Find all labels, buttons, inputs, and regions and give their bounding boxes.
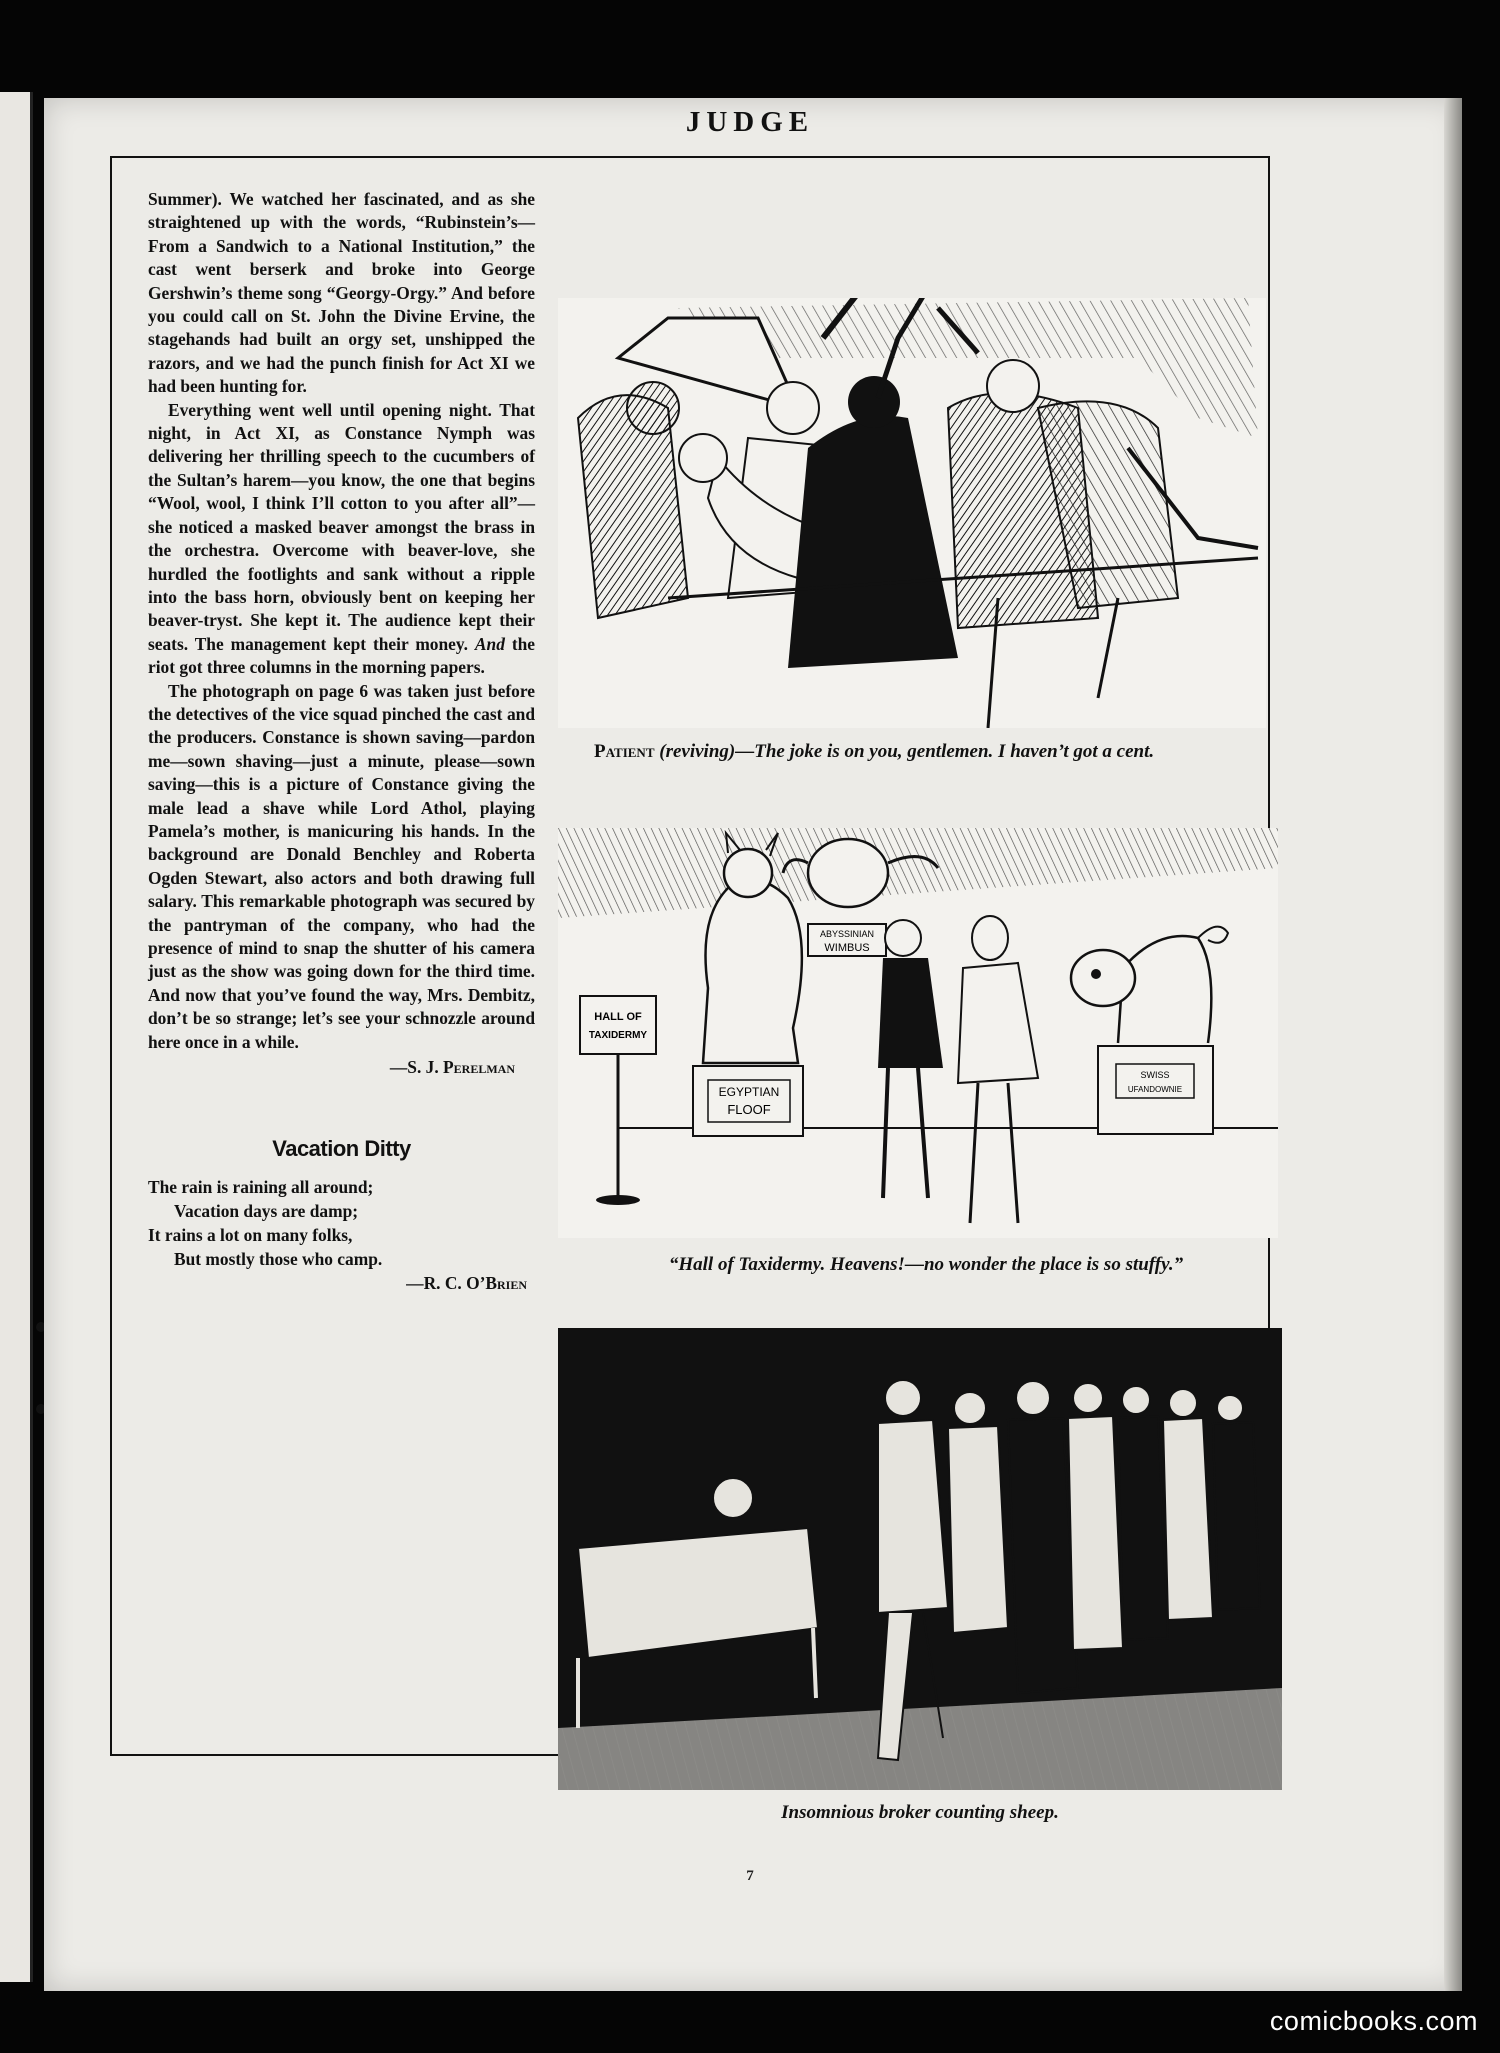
poem-line: Vacation days are damp; bbox=[174, 1200, 359, 1221]
sign-egyptian-line1: EGYPTIAN bbox=[718, 1085, 780, 1099]
sign-hall-line1: HALL OF bbox=[594, 1011, 642, 1023]
article-paragraph: The photograph on page 6 was taken just before the detectives of the vice squad pinched the cast and the producers. Constance is shown saving—pardon me—sown shaving—just a minute, please—sown saving—this is a picture of Constance giving the male lead a shave while Lord Athol, playing Pamela’s mother, is manicuring his hands. In the background are Donald Benchley and Roberta Ogden Stewart, also actors and both drawing full salary. This remarkable photograph was secured by the pantryman of the company, who had the presence of mind to snap the shutter of his camera just as the show was going down for the third time. And now that you’ve found the way, Mrs. Dembitz, don’t be so strange; let’s see your schnozzle around here once in a while. bbox=[148, 680, 535, 1052]
article-emphasis: And bbox=[474, 633, 505, 654]
taxidermy-illustration bbox=[558, 828, 1278, 1238]
broker-illustration bbox=[558, 1328, 1282, 1790]
masthead: JUDGE bbox=[685, 106, 815, 138]
cartoon-caption bbox=[594, 739, 1244, 764]
cartoon-caption: “Hall of Taxidermy. Heavens!—no wonder the place is so stuffy.” bbox=[668, 1254, 1184, 1275]
adjacent-page-edge bbox=[0, 92, 33, 1982]
page-number: 7 bbox=[746, 1868, 754, 1884]
caption-text: —The joke is on you, gentlemen. I haven’t got a cent. bbox=[735, 741, 1155, 762]
sign-swiss-line2: UFANDOWNIE bbox=[1127, 1085, 1183, 1094]
article-text: Everything went well until opening night. That night, in Act XI, as Constance Nymph was delivering her thrilling speech to the cucumbers of the Sultan’s harem—you know, the one that begins “Wool, wool, I think I’ll cotton to you after all”—she noticed a masked beaver amongst the brass in the orchestra. Overcome with beaver-love, she hurdled the footlights and sank without a ripple into the bass horn, obviously bent on keeping her beaver-tryst. She kept it. The audience kept their seats. The management kept their money. bbox=[148, 399, 535, 654]
cartoon-broker-sheep bbox=[558, 1328, 1282, 1790]
page-spine bbox=[1444, 98, 1462, 1991]
article-signature: —S. J. Perelman bbox=[389, 1057, 515, 1078]
poem-line: It rains a lot on many folks, bbox=[148, 1224, 353, 1245]
poem-line: But mostly those who camp. bbox=[174, 1248, 383, 1269]
poem-title: Vacation Ditty bbox=[272, 1136, 411, 1162]
sign-abyssinian-line1: ABYSSINIAN bbox=[819, 929, 875, 939]
caption-aside: (reviving) bbox=[659, 741, 736, 762]
cartoon-operating-room bbox=[558, 298, 1266, 728]
caption-speaker: Patient bbox=[594, 741, 655, 762]
sign-egyptian-line2: FLOOF bbox=[727, 1102, 771, 1117]
article-text: the riot got three columns in the morning papers. bbox=[148, 633, 536, 678]
article-column bbox=[148, 188, 535, 1295]
article-paragraph bbox=[148, 399, 535, 680]
poem-signature: —R. C. O’Brien bbox=[406, 1272, 527, 1293]
cartoon-taxidermy-hall bbox=[558, 828, 1278, 1238]
watermark: comicbooks.com bbox=[1269, 2006, 1478, 2036]
sign-hall-line2: TAXIDERMY bbox=[588, 1030, 648, 1041]
poem-line: The rain is raining all around; bbox=[148, 1176, 374, 1197]
poem bbox=[148, 1175, 535, 1295]
operating-room-illustration bbox=[558, 298, 1266, 728]
sign-swiss-line1: SWISS bbox=[1140, 1070, 1170, 1080]
article-paragraph: Summer). We watched her fascinated, and as she straightened up with the words, “Rubinstein’s—From a Sandwich to a National Institution,” the cast went berserk and broke into George Gershwin’s theme song “Georgy-Orgy.” And before you could call on St. John the Divine Ervine, the stagehands had built an orgy set, unshipped the razors, and we had the punch finish for Act XI we had been hunting for. bbox=[148, 189, 535, 397]
cartoon-caption: Insomnious broker counting sheep. bbox=[781, 1802, 1059, 1823]
sign-abyssinian-line2: WIMBUS bbox=[824, 942, 870, 954]
